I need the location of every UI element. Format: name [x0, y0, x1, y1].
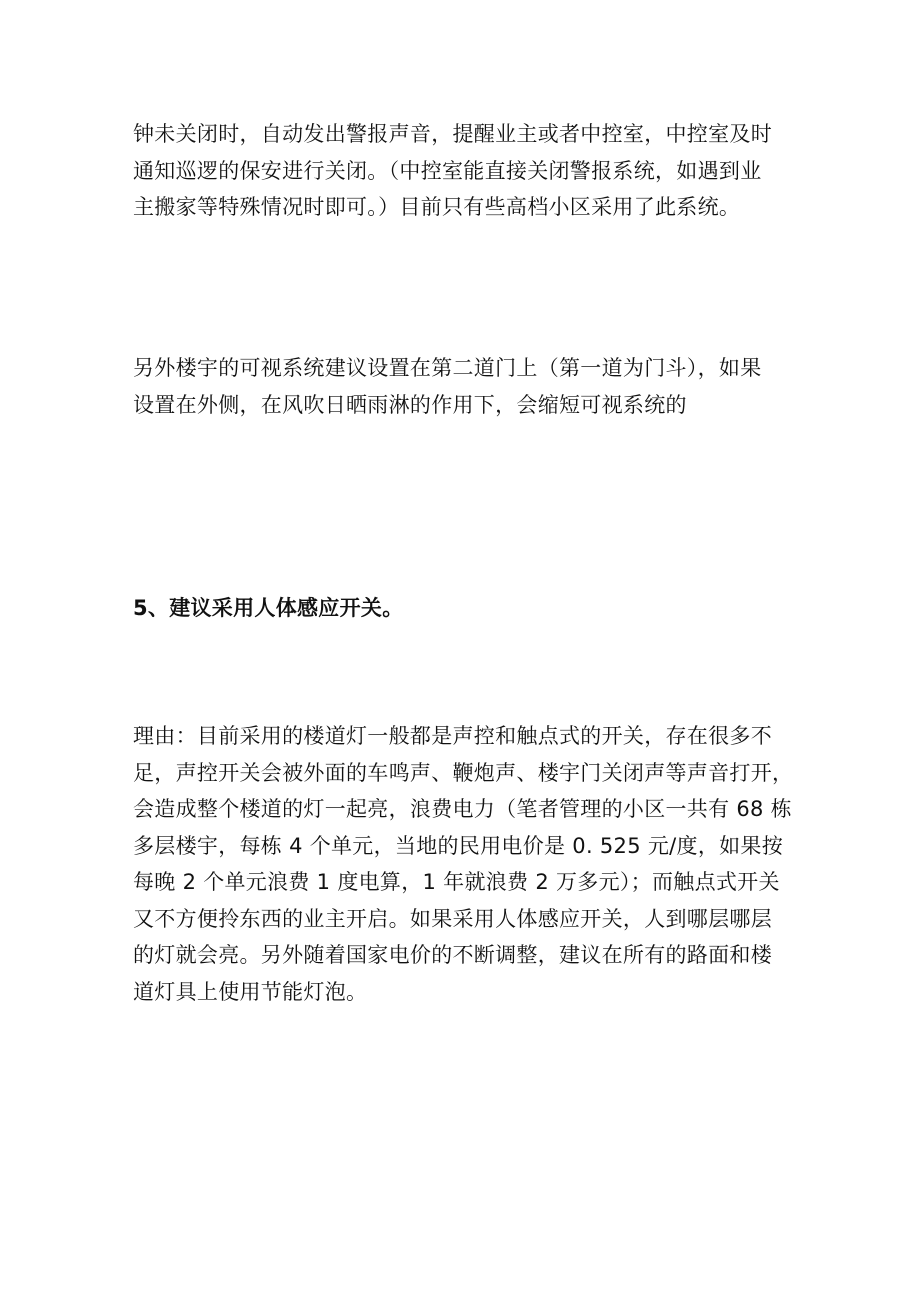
text-line: 钟未关闭时，自动发出警报声音，提醒业主或者中控室，中控室及时	[133, 122, 772, 146]
paragraph-alarm-system	[133, 116, 813, 226]
text-line: 理由：目前采用的楼道灯一般都是声控和触点式的开关，存在很多不	[133, 724, 772, 748]
text-line: 设置在外侧，在风吹日晒雨淋的作用下，会缩短可视系统的	[133, 392, 687, 417]
paragraph-reason	[133, 718, 813, 1010]
text-line: 每晚 2 个单元浪费 1 度电算，1 年就浪费 2 万多元）；而触点式开关	[133, 870, 780, 894]
text-line: 道灯具上使用节能灯泡。	[133, 979, 368, 1004]
section-heading: 5、建议采用人体感应开关。	[133, 596, 404, 620]
text-line: 又不方便拎东西的业主开启。如果采用人体感应开关，人到哪层哪层	[133, 906, 772, 931]
text-line: 多层楼宇，每栋 4 个单元，当地的民用电价是 0. 525 元/度，如果按	[133, 833, 784, 858]
paragraph-video-intercom	[133, 350, 813, 423]
text-line: 主搬家等特殊情况时即可。）目前只有些高档小区采用了此系统。	[133, 195, 741, 219]
text-line: 另外楼宇的可视系统建议设置在第二道门上（第一道为门斗），如果	[133, 356, 762, 380]
text-line: 足，声控开关会被外面的车鸣声、鞭炮声、楼宇门关闭声等声音打开，	[133, 760, 794, 785]
text-line: 会造成整个楼道的灯一起亮，浪费电力（笔者管理的小区一共有 68 栋	[133, 797, 792, 821]
text-line: 通知巡逻的保安进行关闭。（中控室能直接关闭警报系统，如遇到业	[133, 158, 762, 183]
text-line: 的灯就会亮。另外随着国家电价的不断调整，建议在所有的路面和楼	[133, 943, 772, 967]
